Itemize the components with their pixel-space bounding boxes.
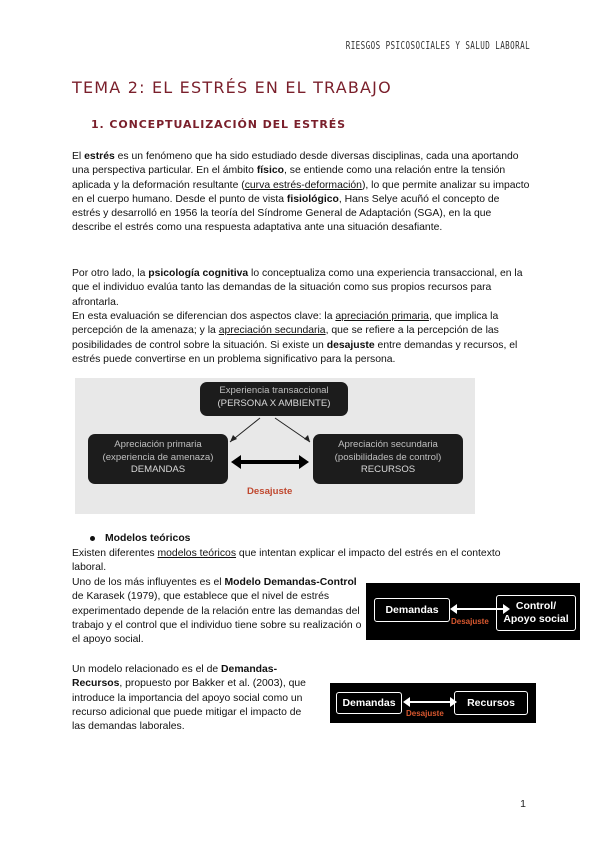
person-environment-label: (PERSONA X AMBIENTE) xyxy=(217,397,331,409)
secondary-appraisal-box xyxy=(313,434,463,484)
demands-label: DEMANDAS xyxy=(130,464,186,475)
running-header: RIESGOS PSICOSOCIALES Y SALUD LABORAL xyxy=(345,40,530,52)
control-label: (posibilidades de control) xyxy=(334,451,442,463)
mismatch-label: Desajuste xyxy=(247,486,293,497)
experience-box xyxy=(200,382,348,416)
paragraph-bakker: Un modelo relacionado es el de Demandas-Recursos, propuesto por Bakker et al. (2003), que introduce la importancia del apoyo social como un recurso adicional que puede mitigar el impacto de las demandas laborales. xyxy=(72,664,306,733)
transactional-diagram xyxy=(75,378,475,514)
threat-label: (experiencia de amenaza) xyxy=(102,451,214,463)
experience-label: Experiencia transaccional xyxy=(219,385,329,396)
model2-resources-box: Recursos xyxy=(454,691,528,715)
model2-demands-box: Demandas xyxy=(336,692,402,714)
paragraph-appraisal: En esta evaluación se diferencian dos aspectos clave: la apreciación primaria, que implica la percepción de la amenaza; y la apreciación secundaria, que se refiere a la percepción de las posibilidades de control sobre la situación. Si existe un desajuste entre demandas y recursos, el estrés puede convertirse en un problema significativo para la persona. xyxy=(72,311,518,365)
bullet-models: Modelos teóricos xyxy=(90,533,190,544)
section-heading: 1. CONCEPTUALIZACIÓN DEL ESTRÉS xyxy=(91,118,346,131)
page-number: 1 xyxy=(520,798,526,810)
primary-appraisal-label: Apreciación primaria xyxy=(114,439,202,450)
bullet-dot xyxy=(90,536,95,541)
paragraph-models-intro: Existen diferentes modelos teóricos que intentan explicar el impacto del estrés en el contexto laboral. xyxy=(72,548,501,574)
demand-resources-model xyxy=(330,683,536,723)
model2-arrow xyxy=(403,696,457,708)
secondary-appraisal-label: Apreciación secundaria xyxy=(338,439,438,450)
primary-appraisal-box xyxy=(88,434,228,484)
demand-control-model xyxy=(366,583,580,640)
paragraph-cognitive: Por otro lado, la psicología cognitiva lo conceptualiza como una experiencia transaccional, en la que el individuo evalúa tanto las demandas de la situación como sus propios recursos para afrontarla. xyxy=(72,268,523,308)
chapter-title: TEMA 2: EL ESTRÉS EN EL TRABAJO xyxy=(72,78,392,97)
resources-label: RECURSOS xyxy=(360,464,416,475)
model1-demands-box: Demandas xyxy=(374,598,450,622)
model1-control-box: Control/ Apoyo social xyxy=(496,595,576,631)
paragraph-karasek: Uno de los más influyentes es el Modelo Demandas-Control de Karasek (1979), que establece que el nivel de estrés experimentado depende de la relación entre las demandas del trabajo y el control que el individuo tiene sobre su realización o el apoyo social. xyxy=(72,577,362,646)
model1-mismatch: Desajuste xyxy=(451,617,489,626)
model2-mismatch: Desajuste xyxy=(406,709,444,718)
paragraph-stress-definition: El estrés es un fenómeno que ha sido estudiado desde diversas disciplinas, cada una aportando una perspectiva particular. En el ámbito físico, se entiende como una relación entre la tensión aplicada y la deformación resultante (curva estrés-deformación), lo que permite analizar su impacto en el cuerpo humano. Desde el punto de vista fisiológico, Hans Selye acuñó el concepto de estrés y desarrolló en 1956 la teoría del Síndrome General de Adaptación (SGA), en la que describe el estrés como una respuesta adaptativa ante una situación desafiante. xyxy=(72,151,530,234)
